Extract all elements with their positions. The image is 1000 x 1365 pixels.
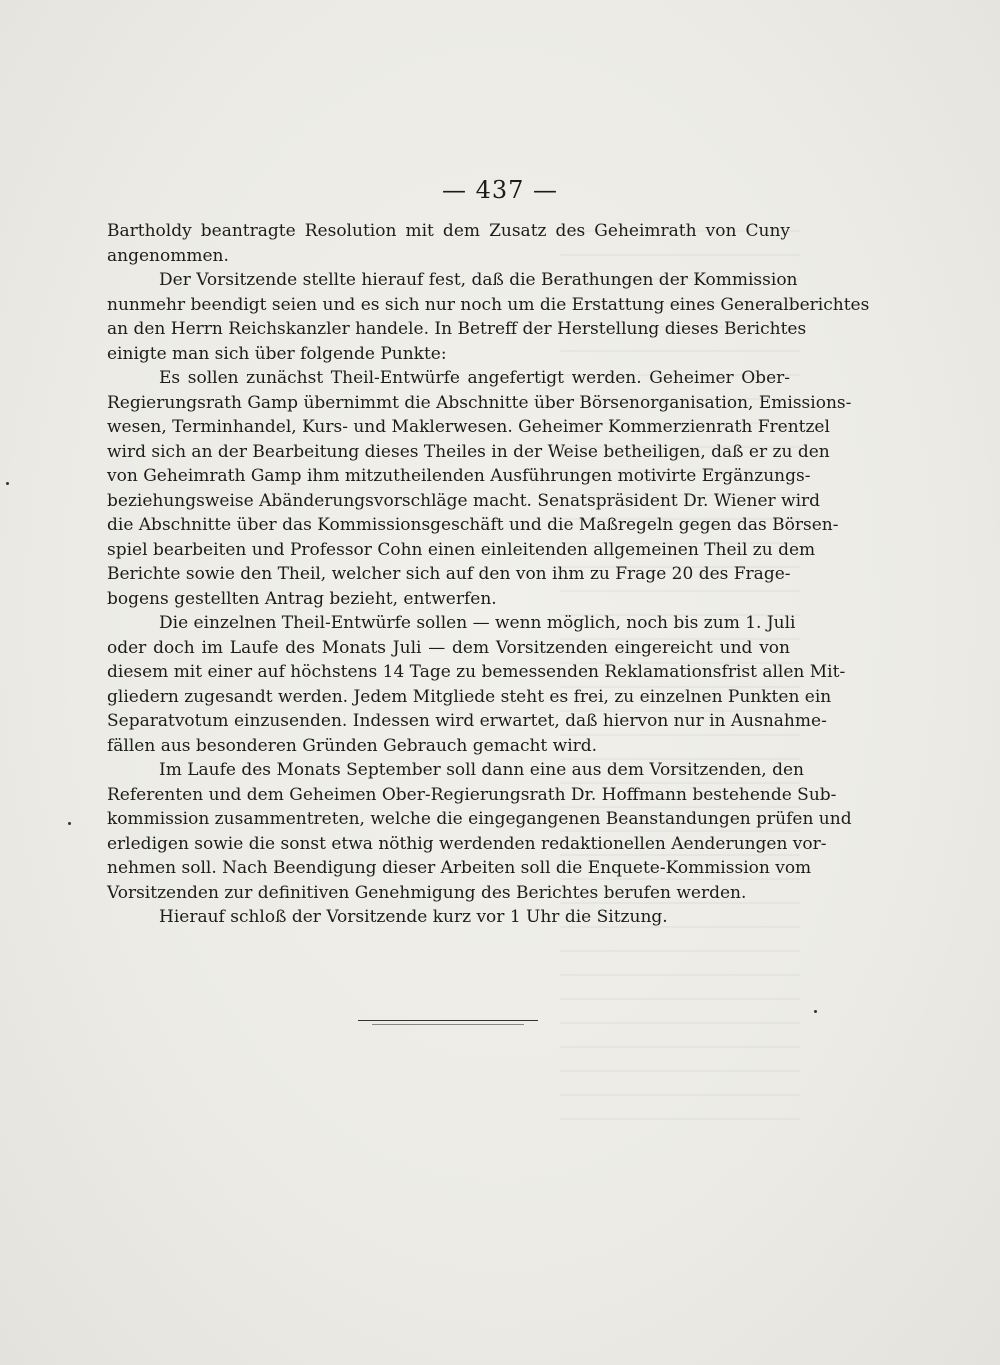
text-line: Es sollen zunächst Theil-Entwürfe angefertigt werden. Geheimer Ober-	[159, 368, 790, 388]
text-line: nehmen soll. Nach Beendigung dieser Arbeiten soll die Enquete-Kommission vom	[107, 858, 812, 878]
margin-mark	[6, 482, 9, 485]
text-line: Im Laufe des Monats September soll dann eine aus dem Vorsitzenden, den	[159, 760, 804, 780]
text-line: Regierungsrath Gamp übernimmt die Abschnitte über Börsenorganisation, Emissions-	[107, 392, 852, 413]
text-line: die Abschnitte über das Kommissionsgeschäft und die Maßregeln gegen das Börsen-	[107, 515, 839, 535]
text-line: diesem mit einer auf höchstens 14 Tage zu bemessenden Reklamationsfrist allen Mit-	[107, 662, 846, 682]
text-line: Der Vorsitzende stellte hierauf fest, daß die Berathungen der Kommission	[159, 270, 798, 290]
text-line: bogens gestellten Antrag bezieht, entwerfen.	[107, 588, 497, 609]
margin-mark	[814, 1010, 817, 1013]
text-line: wesen, Terminhandel, Kurs- und Maklerwesen. Geheimer Kommerzienrath Frentzel	[107, 417, 830, 437]
text-line: kommission zusammentreten, welche die eingegangenen Beanstandungen prüfen und	[107, 809, 852, 829]
closing-rule	[358, 1020, 538, 1021]
text-line: Berichte sowie den Theil, welcher sich auf den von ihm zu Frage 20 des Frage-	[107, 564, 791, 584]
body-text	[107, 219, 870, 930]
text-line: Hierauf schloß der Vorsitzende kurz vor 1 Uhr die Sitzung.	[159, 907, 668, 927]
text-line: von Geheimrath Gamp ihm mitzutheilenden Ausführungen motivirte Ergänzungs-	[107, 466, 811, 486]
text-line: nunmehr beendigt seien und es sich nur noch um die Erstattung eines Generalberichtes	[107, 294, 870, 315]
text-line: Separatvotum einzusenden. Indessen wird erwartet, daß hiervon nur in Ausnahme-	[107, 711, 827, 731]
text-line: einigte man sich über folgende Punkte:	[107, 343, 447, 364]
text-line: wird sich an der Bearbeitung dieses Theiles in der Weise betheiligen, daß er zu den	[107, 441, 830, 462]
text-line: Referenten und dem Geheimen Ober-Regierungsrath Dr. Hoffmann bestehende Sub-	[107, 784, 837, 805]
text-line: angenommen.	[107, 245, 229, 266]
text-line: spiel bearbeiten und Professor Cohn einen einleitenden allgemeinen Theil zu dem	[107, 539, 816, 560]
text-line: Die einzelnen Theil-Entwürfe sollen — wenn möglich, noch bis zum 1. Juli	[159, 613, 796, 633]
text-line: gliedern zugesandt werden. Jedem Mitgliede steht es frei, zu einzelnen Punkten ein	[107, 686, 832, 707]
closing-rule-shadow	[372, 1024, 524, 1025]
text-line: Bartholdy beantragte Resolution mit dem Zusatz des Geheimrath von Cuny	[107, 221, 790, 241]
text-line: beziehungsweise Abänderungsvorschläge macht. Senatspräsident Dr. Wiener wird	[107, 490, 821, 511]
page-number: — 437 —	[441, 176, 559, 204]
text-line: erledigen sowie die sonst etwa nöthig werdenden redaktionellen Aenderungen vor-	[107, 833, 827, 854]
text-line: fällen aus besonderen Gründen Gebrauch gemacht wird.	[107, 735, 598, 756]
text-line: oder doch im Laufe des Monats Juli — dem Vorsitzenden eingereicht und von	[107, 637, 790, 658]
margin-mark	[68, 822, 71, 825]
text-line: Vorsitzenden zur definitiven Genehmigung des Berichtes berufen werden.	[107, 882, 747, 903]
text-line: an den Herrn Reichskanzler handele. In Betreff der Herstellung dieses Berichtes	[107, 319, 807, 339]
